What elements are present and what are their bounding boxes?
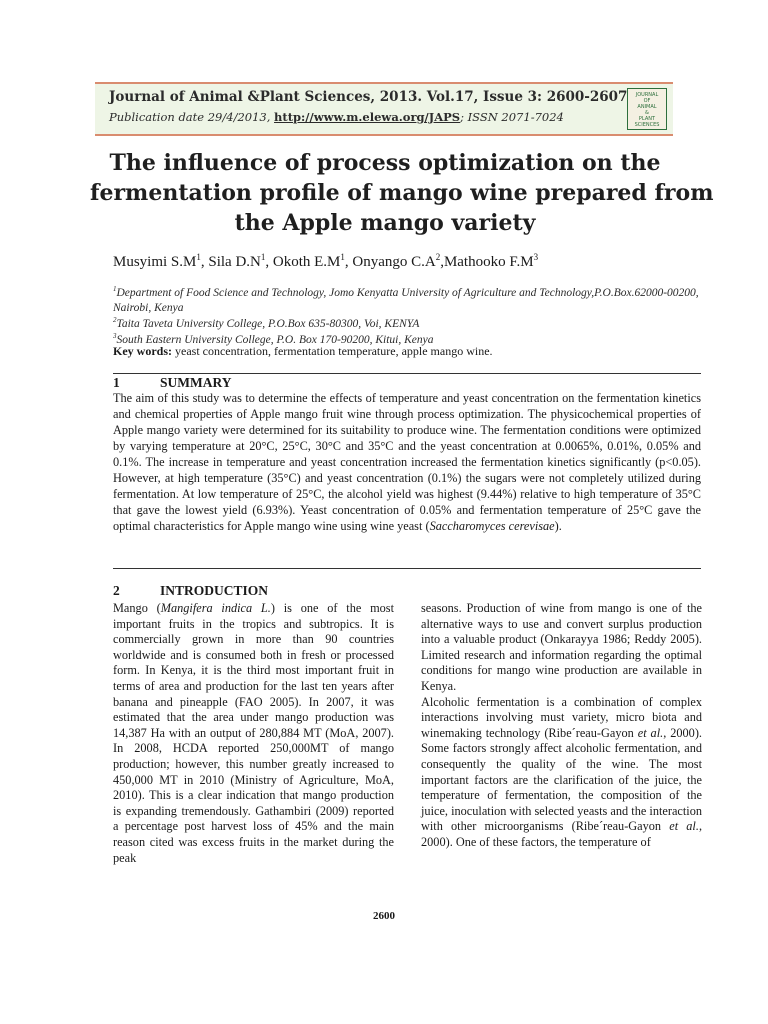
logo-line-3: ANIMAL — [637, 104, 657, 110]
affiliation-text: Taita Taveta University College, P.O.Box 635-80300, Voi, KENYA — [116, 317, 420, 330]
keywords-label: Key words: — [113, 344, 172, 358]
author-separator: , — [344, 254, 353, 270]
author-name: Okoth E.M — [272, 254, 341, 270]
author-name: Mathooko F.M — [443, 254, 534, 270]
summary-body — [113, 390, 701, 534]
author-name: Sila D.N — [208, 254, 261, 270]
section-divider — [113, 373, 701, 374]
paragraph-text: , 2000). One of these factors, the temperature of — [421, 819, 703, 849]
affiliation-mark: 2 — [113, 316, 117, 324]
paragraph-text: Alcoholic fermentation is a combination of complex interactions involving must variety, micro biota and winemaking technology (Ribe´reau-Gayon — [421, 694, 702, 740]
summary-text-end: ). — [554, 519, 562, 533]
paragraph-text: ) is one of the most important fruits in the tropics and subtropics. It is commercially grown in more than 90 countries worldwide and is consumed both in fresh or processed form. In Kenya, it is the third most important fruit in terms of area and production for the last ten years after banana and pineapple (FAO 2005). In 2007, it was estimated that the area under mango production was 14,387 Ha with an output of 280,884 MT (MoA, 2007). In 2008, HCDA reported 250,000MT of mango production; however, this number greatly increased to 450,000 MT in 2010 (Ministry of Agriculture, MoA, 2010). This is a clear indication that mango production is expanding tremendously. Gathambiri (2009) reported a percentage post harvest loss of 45% and the main reason cited was excess fruits in the market during the peak — [113, 601, 394, 865]
logo-line-6: SCIENCES — [634, 122, 660, 128]
logo-line-5: PLANT — [638, 116, 656, 122]
title-line-1: The influence of process optimization on the — [109, 150, 661, 176]
author-name: Onyango C.A — [352, 254, 436, 270]
affiliation-mark: 1 — [113, 285, 117, 293]
author-separator: , — [265, 254, 273, 270]
journal-logo — [627, 88, 667, 130]
publication-line — [109, 110, 564, 124]
title-line-2: fermentation profile of mango wine prepared from — [90, 180, 714, 206]
et-al: et al. — [669, 819, 699, 834]
page-number: 2600 — [373, 910, 395, 922]
article-title — [90, 148, 714, 238]
author-separator: , — [200, 254, 209, 270]
section-title: SUMMARY — [160, 375, 232, 390]
paragraph-text: Mango ( — [113, 601, 161, 615]
logo-line-2: OF — [643, 98, 651, 104]
paragraph — [421, 695, 702, 851]
affiliation-mark: 3 — [113, 332, 117, 340]
author-affiliation-mark: 2 — [435, 252, 441, 262]
et-al: et al. — [637, 725, 664, 740]
section-number: 1 — [113, 375, 120, 390]
author-list — [113, 252, 538, 271]
summary-text: The aim of this study was to determine the effects of temperature and yeast concentration on the fermentation kinetics and chemical properties of Apple mango fruit wine through process optimization. The physicochemical properties of Apple mango variety were determined for its suitability to produce wine. The fermentation conditions were optimized by varying temperature at 20°C, 25°C, 30°C and 35°C and the yeast concentration at 0.0065%, 0.01%, 0.05% and 0.1%. The increase in temperature and yeast concentration increased the fermentation kinetics significantly (p<0.05). However, at high temperature (35°C) and yeast concentration (0.1%) the sugars were not completely utilized during fermentation. At low temperature of 25°C, the alcohol yield was highest (9.44%) relative to high temperature of 35°C that gave the lowest yield (6.93%). Yeast concentration of 0.05% and fermentation temperature of 25°C gave the optimal characteristics for Apple mango wine using wine yeast ( — [113, 391, 701, 533]
paragraph — [113, 601, 394, 866]
journal-header — [95, 82, 673, 136]
publication-date: Publication date 29/4/2013, — [109, 110, 275, 124]
author-separator: , — [440, 254, 444, 270]
author-affiliation-mark: 1 — [340, 252, 345, 262]
journal-link[interactable]: http://www.m.elewa.org/JAPS — [274, 110, 461, 124]
paragraph: seasons. Production of wine from mango is one of the alternative ways to use and convert surplus production into a valuable product (Onkarayya 1986; Reddy 2005). Limited research and information regarding the optimal conditions for mango wine production are available in Kenya. — [421, 601, 702, 693]
species-name: Saccharomyces cerevisae — [429, 519, 555, 533]
author-affiliation-mark: 1 — [196, 252, 201, 262]
affiliation-text: South Eastern University College, P.O. Box 170-90200, Kitui, Kenya — [116, 333, 434, 346]
keywords — [113, 344, 701, 359]
species-name: Mangifera indica L. — [160, 601, 271, 615]
author-affiliation-mark: 1 — [260, 252, 266, 262]
logo-line-1: JOURNAL — [635, 92, 659, 98]
section-number: 2 — [113, 583, 120, 598]
author-name: Musyimi S.M — [113, 254, 197, 270]
author-affiliation-mark: 3 — [533, 252, 539, 262]
section-title: INTRODUCTION — [160, 583, 269, 598]
section-divider — [113, 568, 701, 569]
keywords-text: yeast concentration, fermentation temperature, apple mango wine. — [172, 344, 493, 358]
logo-line-4: & — [645, 110, 649, 116]
journal-title: Journal of Animal &Plant Sciences, 2013. Vol.17, Issue 3: 2600-2607 — [109, 89, 628, 105]
affiliation-text: Department of Food Science and Technology, Jomo Kenyatta University of Agriculture and Technology,P.O.Box.62000-00200, Nairobi, Kenya — [113, 286, 699, 314]
issn-text: ; ISSN 2071-7024 — [460, 110, 564, 124]
introduction-right-column — [421, 601, 702, 851]
introduction-left-column — [113, 601, 394, 866]
title-line-3: the Apple mango variety — [234, 210, 536, 236]
paragraph-text: , 2000). Some factors strongly affect alcoholic fermentation, and consequently the quality of the wine. The most important factors are the clarification of the juice, the temperature of fermentation, the composition of the juice, inoculation with selected yeasts and the interaction with other microorganisms (Ribe´reau-Gayon — [421, 725, 702, 834]
affiliation-1 — [113, 282, 701, 316]
